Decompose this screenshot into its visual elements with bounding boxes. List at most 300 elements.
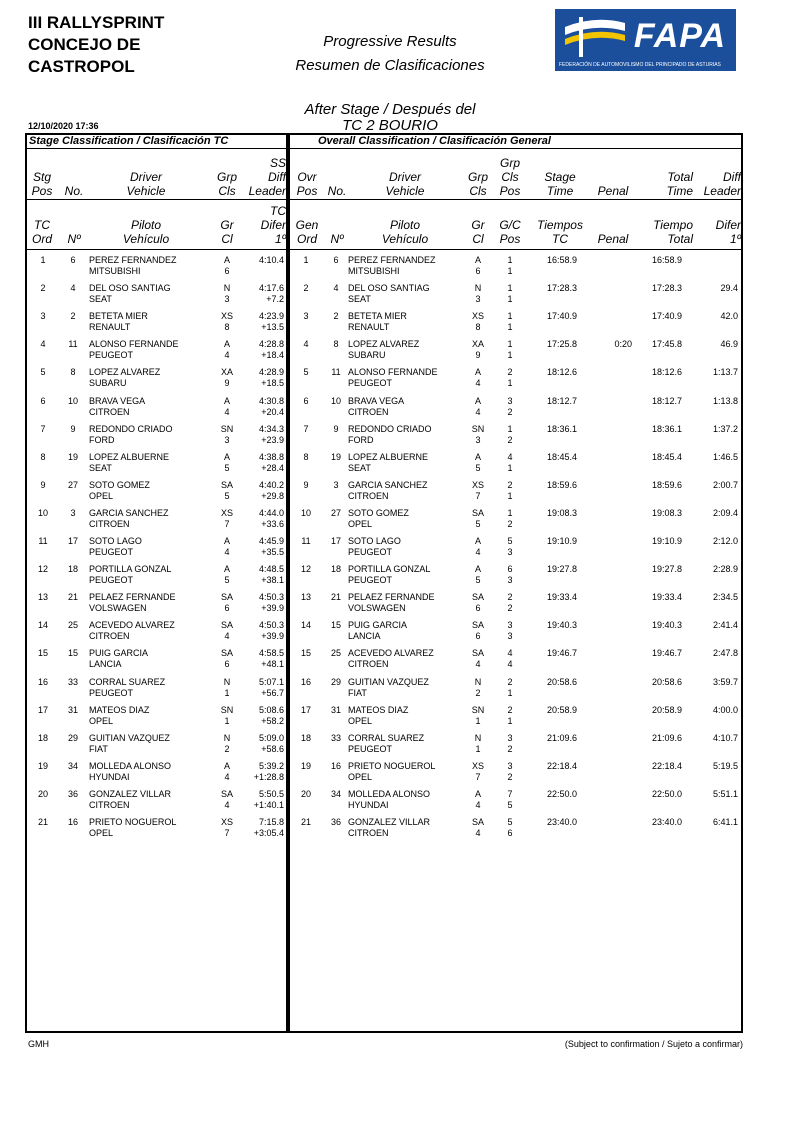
stage-class: 4 xyxy=(224,631,230,641)
overall-header-es-driver: Piloto Vehículo xyxy=(381,218,429,246)
overall-stage-time: 18:45.4 xyxy=(546,452,578,462)
stage-class: 6 xyxy=(224,659,230,669)
overall-stage-time: 17:25.8 xyxy=(546,339,578,349)
overall-group-pos: 1 xyxy=(507,311,513,321)
overall-driver: GONZALEZ VILLAR xyxy=(348,817,431,827)
overall-group-pos: 4 xyxy=(507,648,513,658)
stage-class: 6 xyxy=(224,266,230,276)
overall-car-no: 36 xyxy=(330,817,341,827)
overall-header-es-grp: Gr Cl xyxy=(471,218,485,246)
stage-driver: DEL OSO SANTIAG xyxy=(89,283,171,293)
overall-driver: BETETA MIER xyxy=(348,311,407,321)
stage-pos: 5 xyxy=(40,367,46,377)
overall-total-time: 17:45.8 xyxy=(651,339,682,349)
overall-total-time: 18:36.1 xyxy=(651,424,682,434)
overall-group: SA xyxy=(471,620,484,630)
overall-group-pos: 6 xyxy=(507,564,513,574)
stage-group: SA xyxy=(220,620,233,630)
overall-vehicle: PEUGEOT xyxy=(348,575,393,585)
overall-driver: PEREZ FERNANDEZ xyxy=(348,255,436,265)
overall-pos: 12 xyxy=(300,564,311,574)
overall-group-pos: 3 xyxy=(507,733,513,743)
overall-pos: 2 xyxy=(303,283,309,293)
stage-car-no: 21 xyxy=(67,592,78,602)
overall-header-rule xyxy=(290,199,743,200)
overall-pos: 21 xyxy=(300,817,311,827)
footer-left: GMH xyxy=(28,1039,49,1049)
overall-diff-leader: 1:37.2 xyxy=(712,424,738,434)
overall-class-pos: 5 xyxy=(507,800,513,810)
overall-header-es-clspos: G/C Pos xyxy=(499,218,521,246)
stage-driver: GONZALEZ VILLAR xyxy=(89,789,172,799)
overall-vehicle: PEUGEOT xyxy=(348,744,393,754)
stage-vehicle: CITROEN xyxy=(89,800,130,810)
stage-car-no: 4 xyxy=(70,283,76,293)
stage-vehicle: VOLSWAGEN xyxy=(89,603,147,613)
overall-stage-time: 17:40.9 xyxy=(546,311,578,321)
logo-subtitle: FEDERACIÓN DE AUTOMOVILISMO DEL PRINCIPADO DE ASTURIAS xyxy=(559,62,721,68)
stage-driver: BETETA MIER xyxy=(89,311,148,321)
stage-pos: 10 xyxy=(37,508,48,518)
stage-diff: +29.8 xyxy=(261,491,284,501)
stage-pos: 16 xyxy=(37,677,48,687)
stage-driver: LOPEZ ALBUERNE xyxy=(89,452,170,462)
overall-class: 8 xyxy=(475,322,481,332)
overall-group: XS xyxy=(471,480,484,490)
stage-header-diff: SS Diff Leader xyxy=(248,156,286,198)
overall-class-pos: 3 xyxy=(507,631,513,641)
stage-driver: PEREZ FERNANDEZ xyxy=(89,255,177,265)
overall-pos: 7 xyxy=(303,424,309,434)
overall-vehicle: SEAT xyxy=(348,294,371,304)
overall-class-pos: 2 xyxy=(507,603,513,613)
overall-group-pos: 7 xyxy=(507,789,513,799)
stage-class: 6 xyxy=(224,603,230,613)
stage-pos: 17 xyxy=(37,705,48,715)
overall-stage-time: 18:12.7 xyxy=(546,396,578,406)
overall-class-pos: 1 xyxy=(507,350,513,360)
overall-header-es-stage_time: Tiempos TC xyxy=(537,218,583,246)
overall-driver: REDONDO CRIADO xyxy=(348,424,432,434)
overall-header-pos: Ovr Pos xyxy=(296,170,318,198)
overall-total-time: 21:09.6 xyxy=(651,733,682,743)
stage-driver: MOLLEDA ALONSO xyxy=(89,761,172,771)
overall-car-no: 29 xyxy=(330,677,341,687)
overall-driver: PORTILLA GONZAL xyxy=(348,564,431,574)
overall-class-pos: 6 xyxy=(507,828,513,838)
overall-class: 5 xyxy=(475,519,481,529)
overall-car-no: 4 xyxy=(333,283,339,293)
stage-class: 7 xyxy=(224,828,230,838)
overall-stage-time: 21:09.6 xyxy=(546,733,578,743)
overall-car-no: 33 xyxy=(330,733,341,743)
stage-vehicle: PEUGEOT xyxy=(89,575,134,585)
overall-class-pos: 1 xyxy=(507,266,513,276)
overall-class-pos: 1 xyxy=(507,322,513,332)
overall-diff-leader: 5:51.1 xyxy=(712,789,738,799)
overall-pos: 17 xyxy=(300,705,311,715)
overall-driver: PRIETO NOGUEROL xyxy=(348,761,436,771)
stage-driver: ACEVEDO ALVAREZ xyxy=(89,620,175,630)
overall-class-pos: 2 xyxy=(507,435,513,445)
overall-class-pos: 2 xyxy=(507,772,513,782)
overall-driver: GUITIAN VAZQUEZ xyxy=(348,677,429,687)
overall-stage-time: 20:58.9 xyxy=(546,705,578,715)
overall-class: 1 xyxy=(475,716,481,726)
overall-group: A xyxy=(474,536,481,546)
stage-vehicle: FORD xyxy=(89,435,115,445)
stage-diff: +33.6 xyxy=(261,519,284,529)
overall-total-time: 19:08.3 xyxy=(651,508,682,518)
stage-vehicle: FIAT xyxy=(89,744,108,754)
stage-class: 2 xyxy=(224,744,230,754)
stage-driver: MATEOS DIAZ xyxy=(89,705,150,715)
overall-group-pos: 3 xyxy=(507,761,513,771)
overall-car-no: 21 xyxy=(330,592,341,602)
overall-total-time: 16:58.9 xyxy=(651,255,682,265)
stage-time: 4:17.6 xyxy=(258,283,284,293)
stage-time: 5:08.6 xyxy=(258,705,284,715)
stage-group: A xyxy=(223,452,230,462)
stage-group: SA xyxy=(220,592,233,602)
overall-diff-leader: 2:34.5 xyxy=(712,592,738,602)
stage-group: SN xyxy=(220,424,234,434)
overall-driver: MATEOS DIAZ xyxy=(348,705,409,715)
overall-class: 2 xyxy=(475,688,481,698)
stage-time: 5:50.5 xyxy=(258,789,284,799)
stage-pos: 4 xyxy=(40,339,46,349)
stage-driver: GARCIA SANCHEZ xyxy=(89,508,169,518)
stage-driver: LOPEZ ALVAREZ xyxy=(89,367,161,377)
overall-total-time: 22:18.4 xyxy=(651,761,682,771)
stage-time: 5:07.1 xyxy=(258,677,284,687)
after-stage-label: After Stage / Después del xyxy=(304,101,476,118)
stage-time: 4:30.8 xyxy=(258,396,284,406)
overall-header-es-diff: Difer 1º xyxy=(715,218,741,246)
stage-driver: GUITIAN VAZQUEZ xyxy=(89,733,170,743)
overall-diff-leader: 2:12.0 xyxy=(712,536,738,546)
stage-car-no: 25 xyxy=(67,620,78,630)
stage-diff: +18.4 xyxy=(261,350,284,360)
stage-vehicle: SEAT xyxy=(89,294,112,304)
stage-class: 3 xyxy=(224,435,230,445)
overall-vehicle: CITROEN xyxy=(348,491,389,501)
stage-vehicle: CITROEN xyxy=(89,519,130,529)
stage-driver: ALONSO FERNANDE xyxy=(89,339,179,349)
overall-pos: 13 xyxy=(300,592,311,602)
stage-driver: CORRAL SUAREZ xyxy=(89,677,166,687)
overall-car-no: 3 xyxy=(333,480,339,490)
overall-class-pos: 1 xyxy=(507,463,513,473)
overall-group-pos: 1 xyxy=(507,255,513,265)
overall-pos: 15 xyxy=(300,648,311,658)
title-es: Resumen de Clasificaciones xyxy=(295,57,485,74)
stage-group: XA xyxy=(220,367,233,377)
stage-header-es-driver: Piloto Vehículo xyxy=(122,218,170,246)
footer-right: (Subject to confirmation / Sujeto a confirmar) xyxy=(564,1039,743,1049)
stage-group: A xyxy=(223,536,230,546)
overall-pos: 16 xyxy=(300,677,311,687)
overall-vehicle: LANCIA xyxy=(348,631,381,641)
overall-diff-leader: 42.0 xyxy=(720,311,738,321)
overall-total-time: 18:59.6 xyxy=(651,480,682,490)
stage-group: SN xyxy=(220,705,234,715)
stage-time: 4:34.3 xyxy=(258,424,284,434)
overall-class: 5 xyxy=(475,463,481,473)
stage-vehicle: PEUGEOT xyxy=(89,350,134,360)
overall-header-grp: Grp Cls xyxy=(467,170,488,198)
overall-class: 4 xyxy=(475,800,481,810)
overall-diff-leader: 4:10.7 xyxy=(712,733,738,743)
overall-diff-leader: 2:09.4 xyxy=(712,508,738,518)
stage-header-es-diff: TC Difer 1º xyxy=(260,204,286,246)
stage-class: 4 xyxy=(224,350,230,360)
stage-car-no: 2 xyxy=(70,311,76,321)
overall-diff-leader: 29.4 xyxy=(720,283,738,293)
stage-header-pos: Stg Pos xyxy=(31,170,53,198)
stage-vehicle: SEAT xyxy=(89,463,112,473)
overall-total-time: 19:27.8 xyxy=(651,564,682,574)
stage-vehicle: OPEL xyxy=(89,716,114,726)
stage-time: 4:28.9 xyxy=(258,367,284,377)
stage-diff: +3:05.4 xyxy=(253,828,284,838)
stage-vehicle: LANCIA xyxy=(89,659,122,669)
overall-group-pos: 5 xyxy=(507,536,513,546)
overall-class-pos: 1 xyxy=(507,378,513,388)
stage-header-es-no: Nº xyxy=(67,232,81,246)
stage-diff: +28.4 xyxy=(261,463,284,473)
stage-class: 4 xyxy=(224,800,230,810)
section-title-rule xyxy=(25,148,743,149)
stage-driver: PUIG GARCIA xyxy=(89,648,149,658)
overall-total-time: 23:40.0 xyxy=(651,817,682,827)
stage-vehicle: PEUGEOT xyxy=(89,547,134,557)
stage-pos: 20 xyxy=(37,789,48,799)
overall-pos: 8 xyxy=(303,452,309,462)
overall-vehicle: PEUGEOT xyxy=(348,378,393,388)
overall-class: 1 xyxy=(475,744,481,754)
overall-diff-leader: 46.9 xyxy=(720,339,738,349)
stage-diff: +58.2 xyxy=(261,716,284,726)
overall-pos: 9 xyxy=(303,480,309,490)
stage-car-no: 3 xyxy=(70,508,76,518)
stage-driver: BRAVA VEGA xyxy=(89,396,146,406)
overall-driver: LOPEZ ALBUERNE xyxy=(348,452,429,462)
overall-class: 7 xyxy=(475,491,481,501)
overall-header-es-pos: Gen Ord xyxy=(295,218,319,246)
overall-stage-time: 18:59.6 xyxy=(546,480,578,490)
overall-stage-time: 22:18.4 xyxy=(546,761,578,771)
stage-diff: +23.9 xyxy=(261,435,284,445)
overall-class: 6 xyxy=(475,603,481,613)
stage-group: A xyxy=(223,255,230,265)
stage-diff: +7.2 xyxy=(266,294,284,304)
overall-vehicle: VOLSWAGEN xyxy=(348,603,406,613)
stage-group: XS xyxy=(220,311,233,321)
stage-pos: 12 xyxy=(37,564,48,574)
overall-class: 4 xyxy=(475,378,481,388)
stage-pos: 15 xyxy=(37,648,48,658)
stage-vehicle: RENAULT xyxy=(89,322,131,332)
overall-group-pos: 2 xyxy=(507,592,513,602)
overall-total-time: 18:12.6 xyxy=(651,367,682,377)
overall-car-no: 18 xyxy=(330,564,341,574)
overall-car-no: 2 xyxy=(333,311,339,321)
stage-time: 4:50.3 xyxy=(258,620,284,630)
stage-vehicle: CITROEN xyxy=(89,407,130,417)
overall-pos: 19 xyxy=(300,761,311,771)
overall-vehicle: OPEL xyxy=(348,772,373,782)
stage-diff: +58.6 xyxy=(261,744,284,754)
stage-header-no: No. xyxy=(64,184,84,198)
overall-vehicle: OPEL xyxy=(348,716,373,726)
overall-group: SN xyxy=(471,705,485,715)
overall-diff-leader: 2:28.9 xyxy=(712,564,738,574)
overall-penalty: 0:20 xyxy=(614,339,632,349)
overall-header-diff: Diff Leader xyxy=(703,170,741,198)
title-en: Progressive Results xyxy=(323,33,457,50)
stage-pos: 21 xyxy=(37,817,48,827)
stage-vehicle: PEUGEOT xyxy=(89,688,134,698)
overall-total-time: 18:12.7 xyxy=(651,396,682,406)
stage-header-driver: Driver Vehicle xyxy=(126,170,166,198)
overall-group: SA xyxy=(471,648,484,658)
overall-group-pos: 2 xyxy=(507,705,513,715)
overall-group-pos: 1 xyxy=(507,508,513,518)
overall-vehicle: OPEL xyxy=(348,519,373,529)
overall-driver: MOLLEDA ALONSO xyxy=(348,789,431,799)
overall-car-no: 34 xyxy=(330,789,341,799)
stage-time: 4:50.3 xyxy=(258,592,284,602)
stage-car-no: 29 xyxy=(67,733,78,743)
overall-class-pos: 2 xyxy=(507,744,513,754)
overall-class: 9 xyxy=(475,350,481,360)
overall-header-driver: Driver Vehicle xyxy=(385,170,425,198)
stage-car-no: 8 xyxy=(70,367,76,377)
stage-driver: PRIETO NOGUEROL xyxy=(89,817,177,827)
overall-header-es-no: Nº xyxy=(330,232,344,246)
overall-group: N xyxy=(474,677,482,687)
overall-driver: ACEVEDO ALVAREZ xyxy=(348,648,434,658)
stage-car-no: 6 xyxy=(70,255,76,265)
overall-pos: 6 xyxy=(303,396,309,406)
overall-class-pos: 1 xyxy=(507,294,513,304)
stage-car-no: 18 xyxy=(67,564,78,574)
stage-pos: 14 xyxy=(37,620,48,630)
overall-group: XS xyxy=(471,311,484,321)
overall-class: 6 xyxy=(475,631,481,641)
stage-vehicle: SUBARU xyxy=(89,378,127,388)
stage-header-rule xyxy=(25,199,287,200)
overall-group: SA xyxy=(471,817,484,827)
overall-vehicle: FIAT xyxy=(348,688,367,698)
overall-vehicle: CITROEN xyxy=(348,659,389,669)
overall-group: SA xyxy=(471,592,484,602)
logo-text: FAPA xyxy=(633,17,726,55)
stage-diff: +39.9 xyxy=(261,603,284,613)
overall-stage-time: 19:27.8 xyxy=(546,564,578,574)
overall-header-stage_time: Stage Time xyxy=(544,170,576,198)
overall-car-no: 27 xyxy=(330,508,341,518)
overall-total-time: 20:58.9 xyxy=(651,705,682,715)
overall-vehicle: FORD xyxy=(348,435,374,445)
overall-stage-time: 19:08.3 xyxy=(546,508,578,518)
stage-car-no: 36 xyxy=(67,789,78,799)
overall-group-pos: 5 xyxy=(507,817,513,827)
overall-class: 4 xyxy=(475,547,481,557)
overall-diff-leader: 6:41.1 xyxy=(712,817,738,827)
overall-group: A xyxy=(474,789,481,799)
stage-car-no: 10 xyxy=(67,396,78,406)
stage-time: 4:40.2 xyxy=(258,480,284,490)
overall-section-title: Overall Classification / Clasificación General xyxy=(318,135,551,147)
stage-car-no: 16 xyxy=(67,817,78,827)
stage-driver: REDONDO CRIADO xyxy=(89,424,173,434)
stage-pos: 11 xyxy=(38,536,48,546)
stage-pos: 7 xyxy=(40,424,46,434)
stage-driver: PELAEZ FERNANDE xyxy=(89,592,176,602)
stage-group: N xyxy=(223,283,231,293)
stage-class: 3 xyxy=(224,294,230,304)
stage-time: 7:15.8 xyxy=(258,817,284,827)
stage-time: 4:58.5 xyxy=(258,648,284,658)
stage-header-grp: Grp Cls xyxy=(216,170,237,198)
stage-class: 1 xyxy=(224,688,230,698)
overall-pos: 1 xyxy=(303,255,309,265)
overall-diff-leader: 1:46.5 xyxy=(712,452,738,462)
stage-group: A xyxy=(223,396,230,406)
overall-group-pos: 3 xyxy=(507,396,513,406)
column-divider xyxy=(286,133,290,1033)
overall-class: 3 xyxy=(475,435,481,445)
stage-class: 4 xyxy=(224,772,230,782)
overall-group: A xyxy=(474,564,481,574)
stage-class: 7 xyxy=(224,519,230,529)
stage-group: SA xyxy=(220,480,233,490)
overall-class-pos: 1 xyxy=(507,491,513,501)
stage-group: XS xyxy=(220,817,233,827)
stage-pos: 19 xyxy=(37,761,48,771)
event-line-2: CONCEJO DE xyxy=(28,35,141,54)
stage-car-no: 34 xyxy=(67,761,78,771)
stage-time: 4:23.9 xyxy=(258,311,284,321)
after-stage-name: TC 2 BOURIO xyxy=(342,117,438,134)
header-bottom-rule xyxy=(25,249,743,250)
overall-class: 5 xyxy=(475,575,481,585)
overall-vehicle: RENAULT xyxy=(348,322,390,332)
overall-class-pos: 1 xyxy=(507,688,513,698)
overall-vehicle: CITROEN xyxy=(348,828,389,838)
overall-class-pos: 2 xyxy=(507,519,513,529)
overall-header-total: Total Time xyxy=(666,170,693,198)
overall-diff-leader: 1:13.7 xyxy=(712,367,738,377)
overall-class: 4 xyxy=(475,659,481,669)
overall-vehicle: MITSUBISHI xyxy=(348,266,400,276)
overall-class-pos: 4 xyxy=(507,659,513,669)
overall-class-pos: 2 xyxy=(507,407,513,417)
stage-diff: +18.5 xyxy=(261,378,284,388)
stage-car-no: 17 xyxy=(67,536,78,546)
stage-group: XS xyxy=(220,508,233,518)
stage-time: 4:45.9 xyxy=(258,536,284,546)
stage-diff: +20.4 xyxy=(261,407,284,417)
stage-pos: 1 xyxy=(40,255,46,265)
stage-header-es-pos: TC Ord xyxy=(31,218,52,246)
stage-pos: 13 xyxy=(37,592,48,602)
overall-car-no: 10 xyxy=(330,396,341,406)
overall-group-pos: 1 xyxy=(507,339,513,349)
overall-group-pos: 2 xyxy=(507,367,513,377)
